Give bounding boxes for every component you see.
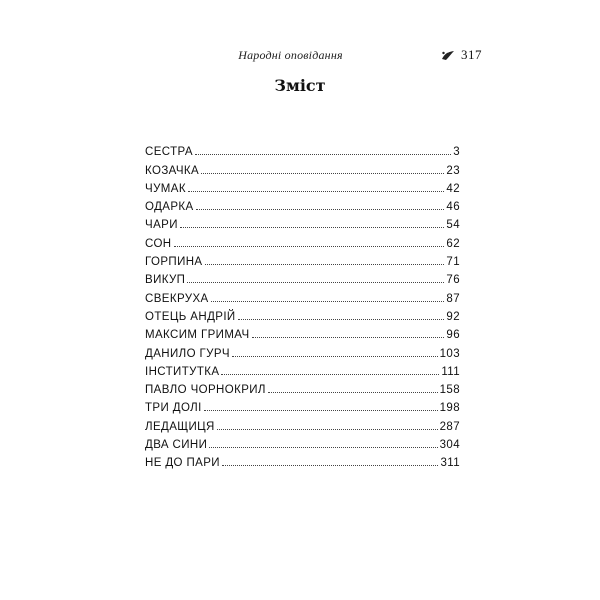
- toc-entry-page: 92: [446, 310, 460, 323]
- toc-entry-page: 103: [439, 347, 460, 360]
- toc-entry-page: 42: [446, 182, 460, 195]
- toc-entry-page: 198: [439, 402, 460, 415]
- dot-leader: [180, 227, 445, 228]
- toc-entry-page: 158: [439, 384, 460, 397]
- toc-entry: [145, 158, 460, 176]
- dot-leader: [209, 447, 437, 448]
- toc-entry-title: СОН: [145, 237, 172, 250]
- toc-entry-title: МАКСИМ ГРИМАЧ: [145, 329, 250, 342]
- dot-leader: [211, 301, 445, 302]
- dot-leader: [205, 264, 445, 265]
- dot-leader: [252, 337, 445, 338]
- dot-leader: [238, 319, 445, 320]
- toc-entry-title: СВЕКРУХА: [145, 292, 209, 305]
- toc-entry-title: НЕ ДО ПАРИ: [145, 457, 220, 470]
- toc-entry: [145, 195, 460, 213]
- dot-leader: [201, 173, 444, 174]
- page-number: 317: [461, 47, 482, 62]
- toc-entry-page: 46: [446, 201, 460, 214]
- toc-entry-title: ЛЕДАЩИЦЯ: [145, 420, 215, 433]
- toc-entry-page: 311: [440, 457, 460, 470]
- dot-leader: [204, 410, 438, 411]
- toc-entry-title: ДАНИЛО ГУРЧ: [145, 347, 230, 360]
- table-of-contents: [145, 140, 460, 469]
- toc-entry: [145, 451, 460, 469]
- toc-entry-title: ОТЕЦЬ АНДРІЙ: [145, 310, 236, 323]
- toc-entry: [145, 341, 460, 359]
- toc-entry: [145, 433, 460, 451]
- dot-leader: [188, 191, 444, 192]
- toc-entry: [145, 414, 460, 432]
- toc-entry-page: 54: [446, 219, 460, 232]
- toc-entry-page: 87: [446, 292, 460, 305]
- toc-entry-title: ІНСТИТУТКА: [145, 365, 220, 378]
- toc-entry: [145, 378, 460, 396]
- running-head: [140, 46, 482, 64]
- toc-entry-title: ЧУМАК: [145, 182, 186, 195]
- toc-entry-page: 76: [446, 274, 460, 287]
- toc-entry: [145, 360, 460, 378]
- toc-entry: [145, 177, 460, 195]
- toc-entry-title: ВИКУП: [145, 274, 186, 287]
- dot-leader: [187, 282, 444, 283]
- toc-entry: [145, 323, 460, 341]
- dot-leader: [217, 429, 438, 430]
- toc-entry: [145, 396, 460, 414]
- toc-entry-page: 3: [453, 146, 460, 159]
- toc-entry-title: ГОРПИНА: [145, 256, 203, 269]
- dot-leader: [195, 154, 451, 155]
- toc-title: Зміст: [274, 76, 326, 95]
- dot-leader: [232, 356, 438, 357]
- toc-entry-page: 304: [439, 439, 460, 452]
- dot-leader: [174, 246, 445, 247]
- dot-leader: [222, 465, 438, 466]
- toc-entry: [145, 268, 460, 286]
- toc-entry-page: 96: [446, 329, 460, 342]
- toc-entry-page: 62: [446, 237, 460, 250]
- dot-leader: [268, 392, 438, 393]
- toc-entry-title: КОЗАЧКА: [145, 164, 200, 177]
- toc-entry: [145, 140, 460, 158]
- dot-leader: [196, 209, 445, 210]
- toc-entry-title: ОДАРКА: [145, 201, 194, 214]
- toc-entry-page: 23: [446, 164, 460, 177]
- toc-entry-page: 287: [439, 420, 460, 433]
- toc-entry-page: 71: [446, 256, 460, 269]
- toc-entry-title: ЧАРИ: [145, 219, 178, 232]
- toc-entry-title: ТРИ ДОЛІ: [145, 402, 202, 415]
- dot-leader: [221, 374, 439, 375]
- toc-entry: [145, 286, 460, 304]
- toc-entry: [145, 305, 460, 323]
- floral-ornament-icon: [441, 49, 455, 61]
- toc-entry-page: 111: [441, 365, 460, 378]
- toc-entry-title: СЕСТРА: [145, 146, 193, 159]
- running-title: Народні оповідання: [238, 47, 343, 62]
- toc-entry: [145, 250, 460, 268]
- toc-entry: [145, 213, 460, 231]
- toc-entry: [145, 231, 460, 249]
- toc-entry-title: ПАВЛО ЧОРНОКРИЛ: [145, 384, 266, 397]
- toc-entry-title: ДВА СИНИ: [145, 439, 208, 452]
